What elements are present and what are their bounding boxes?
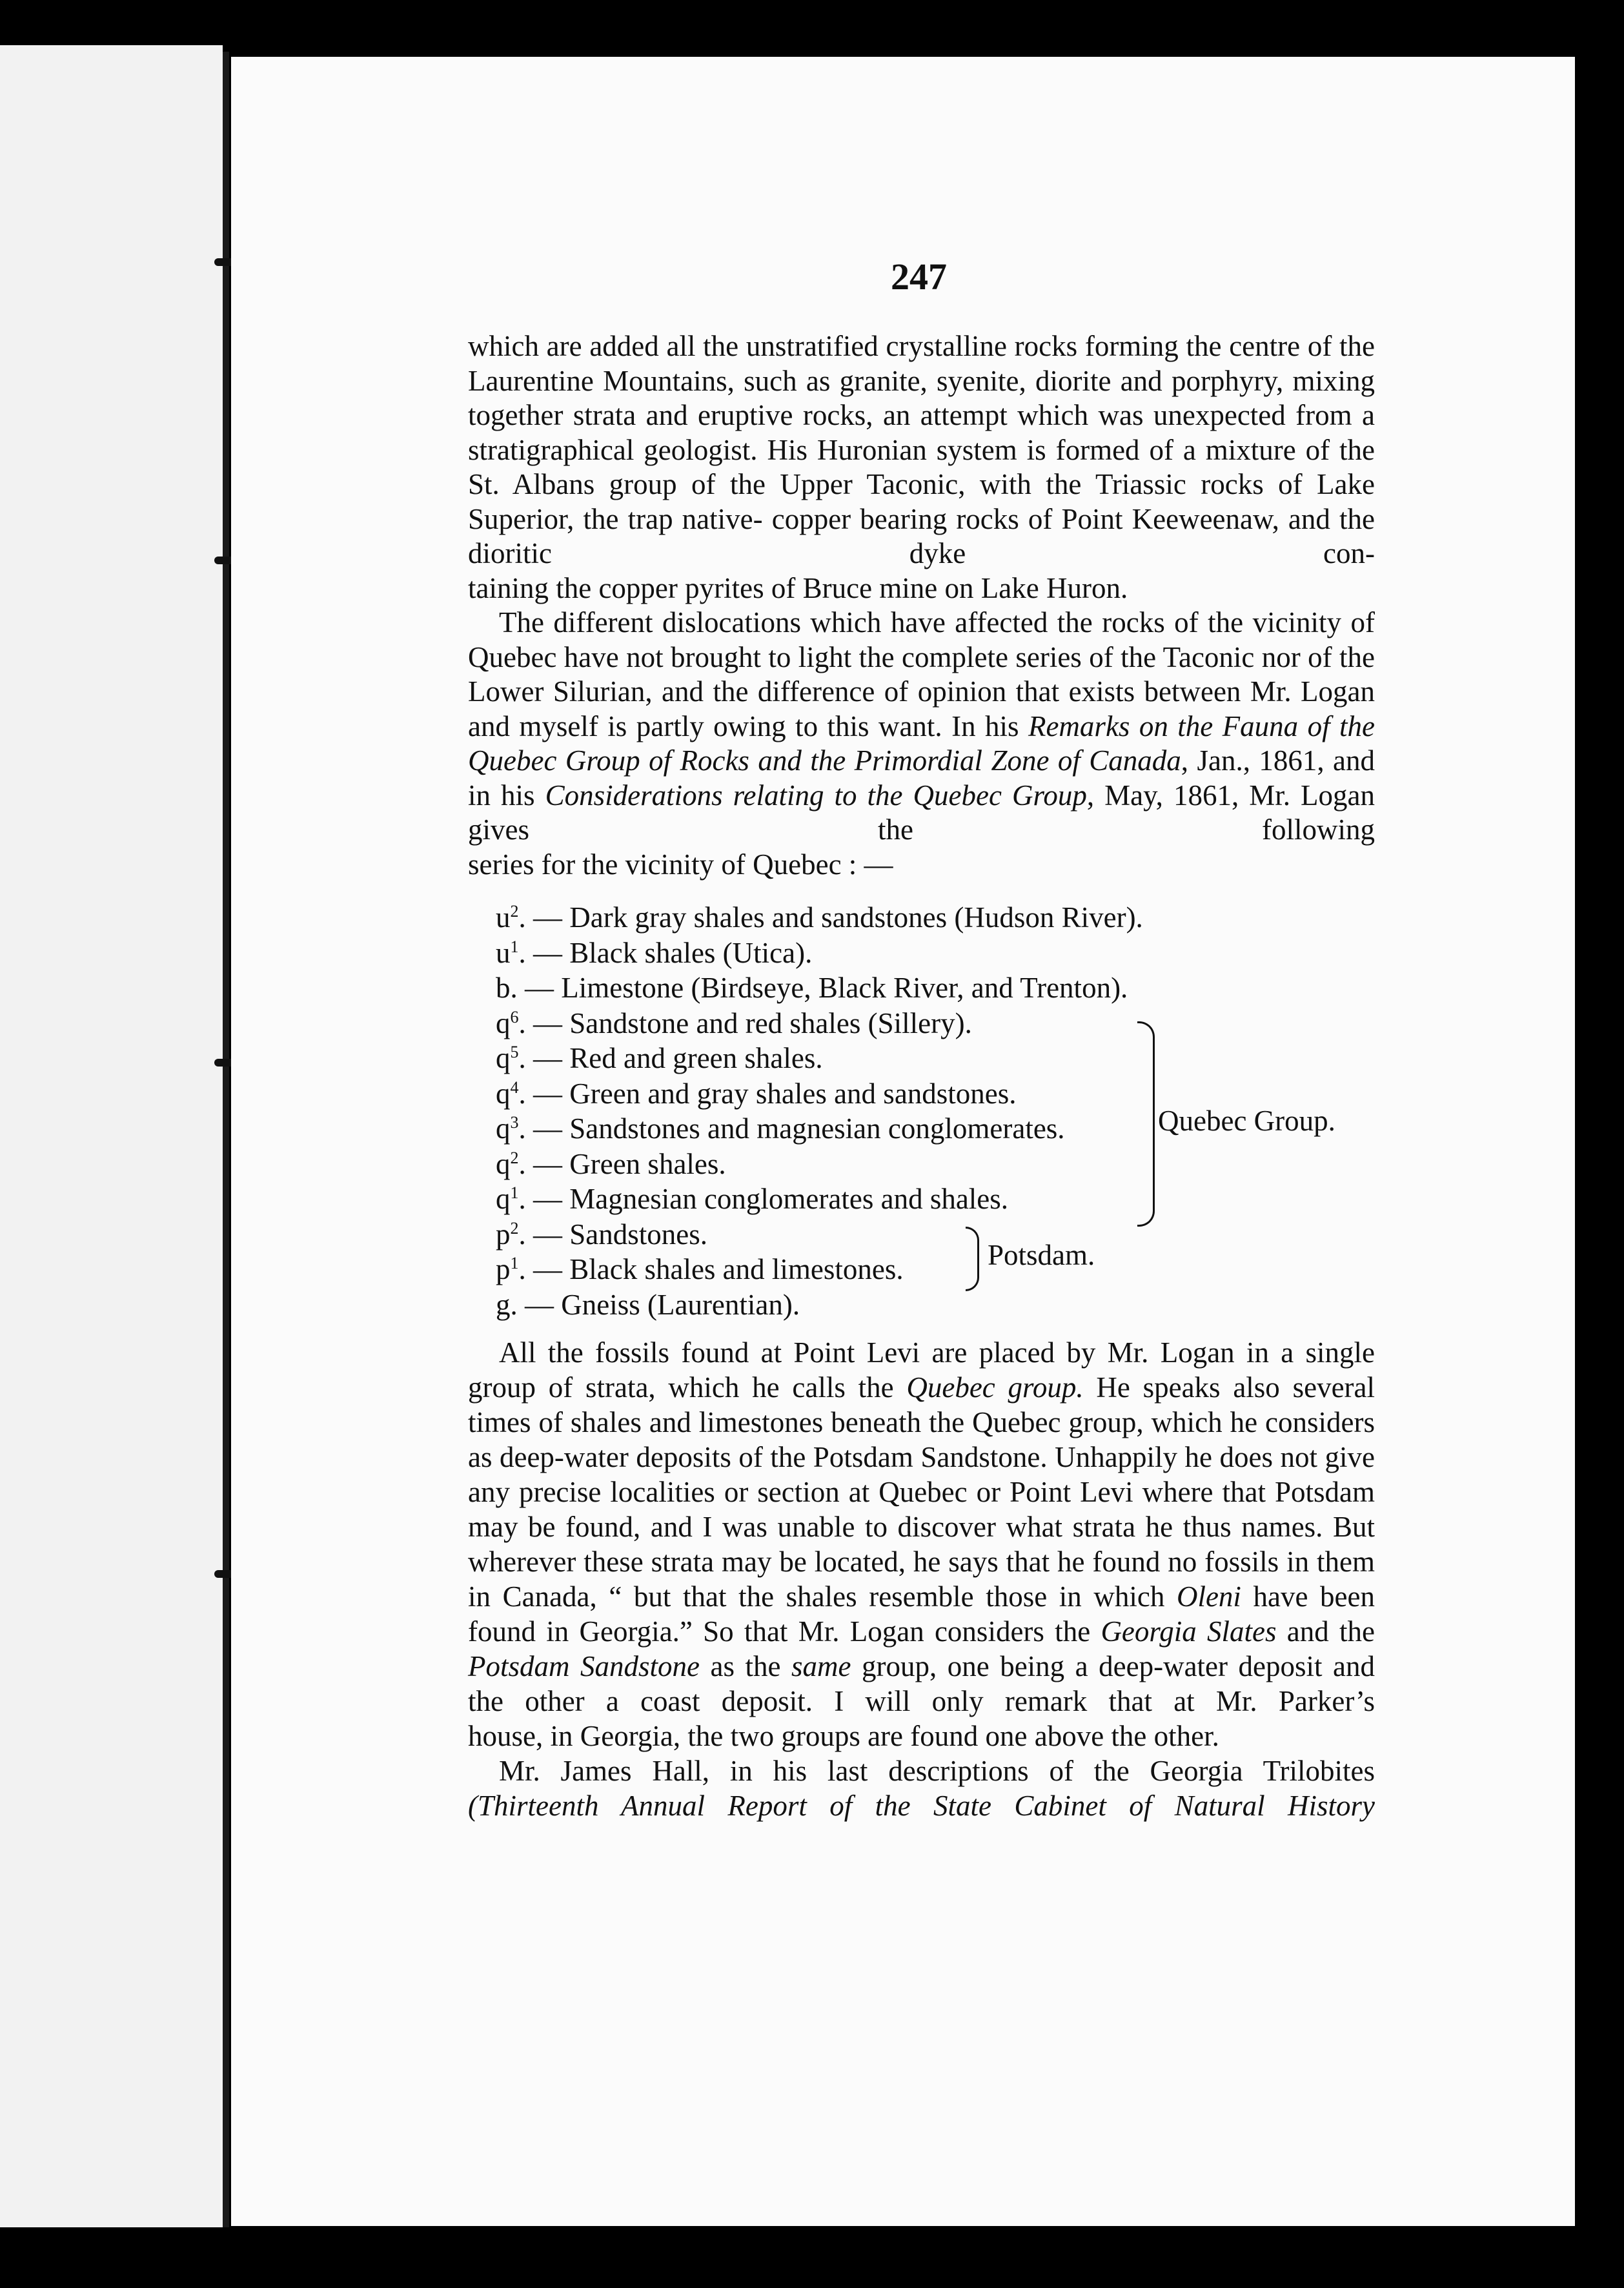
stratum-description: . — Green shales. xyxy=(518,1147,726,1180)
stratum-symbol: q xyxy=(496,1183,511,1215)
paragraph xyxy=(468,848,1375,883)
book-title: Remarks on the Fauna of the Quebec Group of Rocks and xyxy=(468,710,1375,777)
paragraph xyxy=(468,1719,1375,1753)
stratum-description: . — Red and green shales. xyxy=(518,1042,823,1074)
stratum-index: 1 xyxy=(510,1183,519,1202)
stratum-symbol: q xyxy=(496,1006,511,1039)
text-line: and the other a coast deposit. I will only remark that at Mr. Parker’s xyxy=(468,1650,1375,1717)
stratum-description: . — Green and gray shales and sandstones. xyxy=(518,1077,1017,1110)
text-line: group, one being a deep-water deposit xyxy=(851,1650,1323,1682)
stratum-symbol: q xyxy=(496,1112,511,1145)
paragraph xyxy=(468,1335,1375,1719)
text-line: porphyry, mixing together strata and eruptive rocks, an attempt which xyxy=(468,364,1375,431)
text-line: Taconic, with the Triassic rocks of Lake Superior, the trap native- xyxy=(468,468,1375,535)
stratum-description: . — Black shales and limestones. xyxy=(518,1253,904,1285)
italic-term: Quebec group. xyxy=(906,1371,1084,1404)
text-line: Unhappily he does not give any precise localities or section at Quebec xyxy=(468,1441,1375,1508)
series-row xyxy=(496,1076,1143,1112)
text-line: or Point Levi where that Potsdam may be found, and I was unable xyxy=(468,1476,1375,1543)
stratum-symbol: g xyxy=(496,1288,511,1321)
text-line: single group of strata, which he calls the xyxy=(468,1336,1375,1404)
quebec-group-brace xyxy=(1137,1021,1155,1227)
series-row xyxy=(496,1147,1143,1182)
paragraph xyxy=(468,571,1375,606)
stratum-index: 3 xyxy=(510,1113,519,1132)
text-line: several times of shales and limestones beneath the Quebec group, xyxy=(468,1371,1375,1438)
stratum-index: 6 xyxy=(510,1007,519,1027)
stratum-description: . — Gneiss (Laurentian). xyxy=(510,1288,800,1321)
series-row xyxy=(496,900,1143,935)
body-text-bottom xyxy=(468,1335,1375,1823)
stratum-symbol: u xyxy=(496,901,511,934)
text-line: may be located, he says that he found no fossils in them in Canada, xyxy=(468,1546,1375,1613)
text-line: series for the vicinity of Quebec : — xyxy=(468,848,893,881)
series-row xyxy=(496,1287,1143,1323)
text-line: have been found in xyxy=(468,1580,1375,1648)
text-line: which he considers as deep-water deposits of the Potsdam Sandstone. xyxy=(468,1406,1375,1473)
stratum-index: 2 xyxy=(510,1148,519,1167)
italic-term: Potsdam Sandstone xyxy=(468,1650,700,1682)
book-title: Considerations xyxy=(545,779,723,812)
stratum-description: . — Sandstone and red shales (Sillery). xyxy=(518,1006,972,1039)
body-text-top xyxy=(468,329,1375,882)
text-line: which are added all the unstratified crystalline rocks forming the centre xyxy=(468,330,1301,362)
stratum-symbol: q xyxy=(496,1042,511,1074)
book-title: the Primordial Zone of Canada xyxy=(810,744,1181,777)
text-line: to discover what strata he thus names. But wherever these strata xyxy=(468,1511,1375,1578)
text-line: system is formed of a mixture of the St. Albans group of the Upper xyxy=(468,433,1375,500)
stratum-index: 5 xyxy=(510,1043,519,1061)
stratum-description: . — Limestone (Birdseye, Black River, and Trenton). xyxy=(510,972,1128,1004)
text-line: that exists between Mr. Logan and myself is partly owing to this xyxy=(468,675,1375,742)
stratum-symbol: q xyxy=(496,1077,511,1110)
series-row xyxy=(496,970,1143,1006)
potsdam-label: Potsdam. xyxy=(988,1239,1095,1271)
stratum-symbol: b xyxy=(496,972,511,1004)
stratum-symbol: u xyxy=(496,936,511,969)
page-gutter xyxy=(223,52,229,2227)
series-row xyxy=(496,1111,1143,1147)
stratum-description: . — Sandstones and magnesian conglomerates. xyxy=(518,1112,1065,1145)
text-line: The different dislocations which have affected the rocks of the xyxy=(499,606,1244,638)
italic-term: same xyxy=(791,1650,851,1682)
paragraph xyxy=(468,329,1375,571)
series-row xyxy=(496,1006,1143,1041)
stratum-index: 1 xyxy=(510,1254,519,1272)
paragraph xyxy=(468,1753,1375,1823)
text-line: He speaks also xyxy=(1083,1371,1280,1404)
text-line: , Jan., 1861, and in his xyxy=(468,744,1375,812)
stratum-index: 2 xyxy=(510,902,519,921)
stratum-symbol: p xyxy=(496,1253,511,1285)
stratum-index: 2 xyxy=(510,1218,519,1238)
book-title: relating to the Quebec Group xyxy=(733,779,1087,812)
text-line: vicinity of Quebec have not brought to light the complete series of xyxy=(468,606,1375,673)
italic-term: Georgia Slates xyxy=(1101,1615,1277,1648)
series-row xyxy=(496,1041,1143,1076)
series-row xyxy=(496,1181,1143,1217)
text-line: Mr. James Hall, in his last descriptions of the Georgia Trilobites xyxy=(499,1755,1375,1787)
adjacent-page-edge xyxy=(0,45,223,2227)
stratum-index: 1 xyxy=(510,937,519,956)
stratum-symbol: q xyxy=(496,1147,511,1180)
text-line: the Taconic nor of the Lower Silurian, and the difference of opinion xyxy=(468,640,1375,708)
text-line: copper bearing rocks of Point Keeweenaw, and the dioritic dyke con- xyxy=(468,502,1375,569)
page-number: 247 xyxy=(891,256,947,298)
text-line: of the Laurentine Mountains, such as granite, syenite, diorite and xyxy=(468,330,1375,397)
stratum-description: . — Dark gray shales and sandstones (Hudson River). xyxy=(518,901,1143,934)
text-line: , May, 1861, Mr. Logan gives the following xyxy=(468,779,1375,846)
italic-term: Oleni xyxy=(1176,1580,1241,1613)
stratum-index: 4 xyxy=(510,1078,519,1097)
text-line: was unexpected from a stratigraphical geologist. His Huronian xyxy=(468,399,1375,466)
italic-term: (Thirteenth Annual Report of the State Cabinet of Natural History xyxy=(468,1790,1375,1822)
text-line: taining the copper pyrites of Bruce mine on Lake Huron. xyxy=(468,571,1128,604)
text-line: house, in Georgia, the two groups are found one above the other. xyxy=(468,1720,1219,1752)
potsdam-brace xyxy=(966,1227,979,1291)
stratum-description: . — Sandstones. xyxy=(518,1218,707,1251)
text-line: and the xyxy=(1276,1615,1375,1648)
text-line: “ but that the shales resemble those in which xyxy=(609,1580,1177,1613)
stratum-description: . — Magnesian conglomerates and shales. xyxy=(518,1183,1009,1215)
text-line: want. In his xyxy=(878,710,1028,742)
stratum-description: . — Black shales (Utica). xyxy=(518,936,813,969)
text-line: Georgia.” So that Mr. Logan considers the xyxy=(579,1615,1101,1648)
stratum-symbol: p xyxy=(496,1218,511,1251)
quebec-group-label: Quebec Group. xyxy=(1158,1105,1335,1137)
text-line: as the xyxy=(700,1650,791,1682)
series-row xyxy=(496,935,1143,971)
text-line: All the fossils found at Point Levi are placed by Mr. Logan in a xyxy=(499,1336,1294,1369)
paragraph xyxy=(468,606,1375,848)
